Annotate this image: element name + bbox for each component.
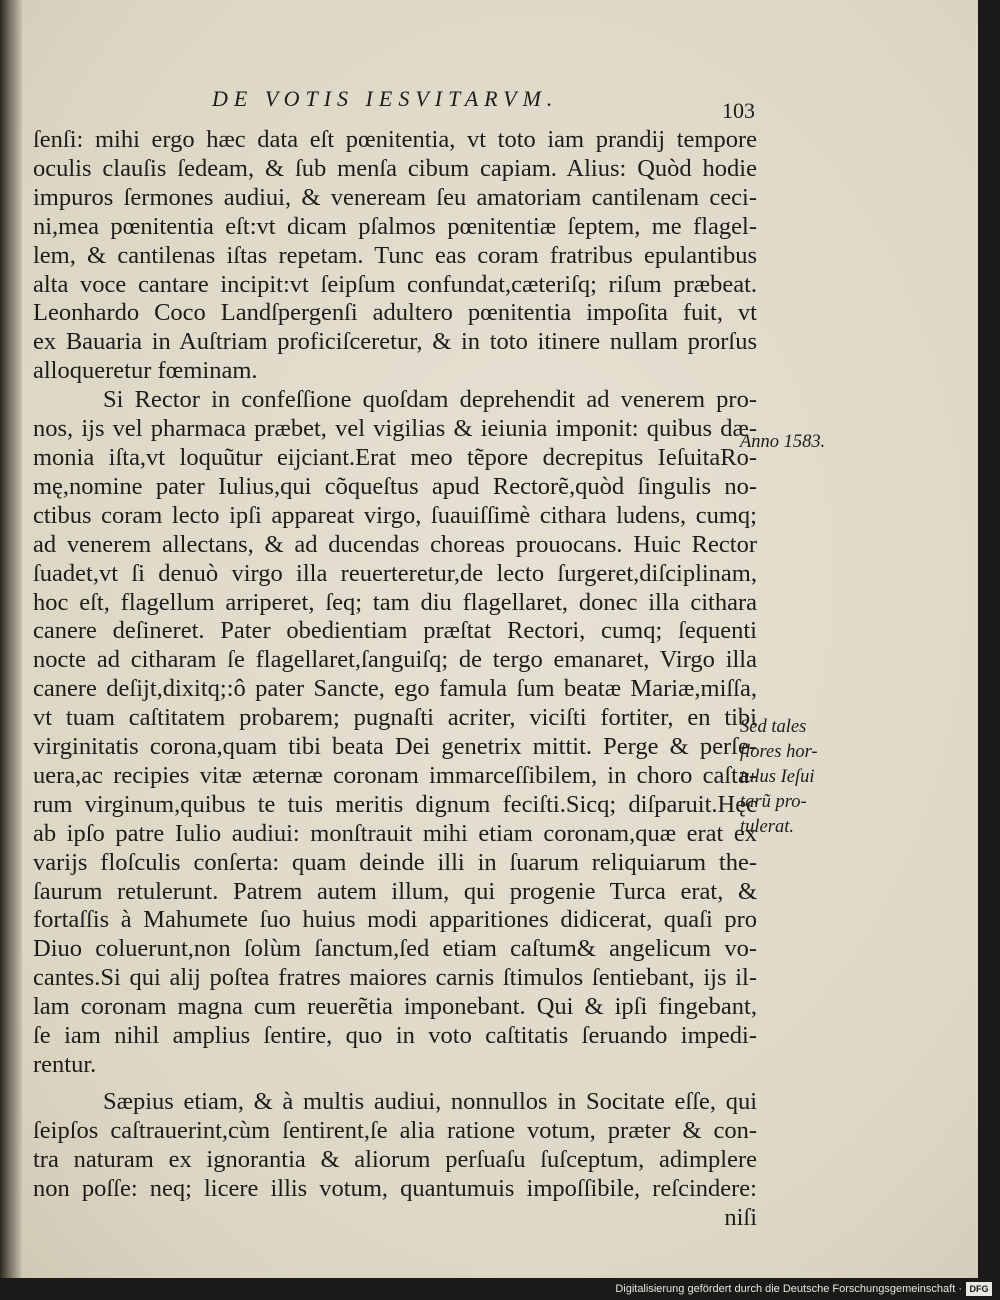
running-head: DE VOTIS IESVITARVM. xyxy=(212,86,559,111)
text-line: ſaurum retulerunt. Patrem autem illum, qui progenie Turca erat, & xyxy=(33,877,757,905)
text-line: canere deſijt,dixitq;:ô pater Sancte, ego famula ſum beatæ Mariæ,miſſa, xyxy=(33,675,757,703)
text-line: impuros ſermones audiui, & veneream ſeu amatoriam cantilenam ceci- xyxy=(33,183,757,211)
margin-note-line: tulerat. xyxy=(740,817,794,837)
text-line: rum virginum,quibus te tuis meritis dignum feciſti.Sicq; diſparuit.Hęc xyxy=(33,790,757,818)
text-line: Leonhardo Coco Landſpergenſi adultero pœnitentia impoſita fuit, vt xyxy=(33,299,757,327)
digitization-credit: Digitalisierung gefördert durch die Deutsche Forschungsgemeinschaft · xyxy=(615,1283,962,1295)
text-line: rentur. xyxy=(33,1051,97,1078)
body-text xyxy=(33,126,757,1232)
text-line: cantes.Si qui alij poſtea fratres maiores carnis ſtimulos ſentiebant, ijs il- xyxy=(33,964,757,992)
text-line: lem, & cantilenas iſtas repetam. Tunc eas coram fratribus epulantibus xyxy=(33,241,757,269)
text-line: alta voce cantare incipit:vt ſeipſum confundat,cæteriſq; riſum præbeat. xyxy=(33,270,757,298)
page-number: 103 xyxy=(722,98,755,123)
book-spine-shadow xyxy=(0,0,22,1278)
text-line: ab ipſo patre Iulio audiui: monſtrauit mihi etiam coronam,quæ erat ex xyxy=(33,819,757,847)
text-line: Sæpius etiam, & à multis audiui, nonnullos in Socitate eſſe, qui xyxy=(103,1087,757,1115)
margin-note-line: Sed tales xyxy=(740,717,807,737)
text-line: alloqueretur fœminam. xyxy=(33,357,258,385)
margin-note-year: Anno 1583. xyxy=(740,432,826,452)
text-line: tra naturam ex ignorantia & aliorum perſuaſu ſuſceptum, adimplere xyxy=(33,1145,757,1173)
text-line: ad venerem allectans, & ad ducendas choreas prouocans. Huic Rector xyxy=(33,530,757,558)
text-line: ctibus coram lecto ipſi appareat virgo, ſuauiſſimè cithara ludens, cumq; xyxy=(33,501,757,529)
text-line: ſe iam nihil amplius ſentire, quo in voto caſtitatis ſeruando impedi- xyxy=(33,1022,757,1050)
text-line: varijs floſculis conſerta: quam deinde illi in ſuarum reliquiarum the- xyxy=(33,848,757,876)
text-line: nocte ad citharam ſe flagellaret,ſanguiſq; de tergo emanaret, Virgo illa xyxy=(33,646,757,674)
text-line: hoc eſt, flagellum arriperet, ſeq; tam diu flagellaret, donec illa cithara xyxy=(33,588,757,616)
text-line: ſenſi: mihi ergo hæc data eſt pœnitentia, vt toto iam prandij tempore xyxy=(33,126,757,153)
margin-note-line: flores hor- xyxy=(740,742,818,762)
text-line: monia iſta,vt loquũtur eijciant.Erat meo tẽpore decrepitus IeſuitaRo- xyxy=(33,443,757,471)
text-line: mę,nomine pater Iulius,qui cõqueſtus apud Rectorẽ,quòd ſingulis no- xyxy=(33,472,757,500)
text-line: canere deſineret. Pater obedientiam præſtat Rectori, cumq; ſequenti xyxy=(33,617,757,645)
margin-spacer xyxy=(740,455,850,715)
text-line: ſuadet,vt ſi denuò virgo illa reuerteretur,de lecto ſurgeret,diſciplinam, xyxy=(33,559,757,587)
catchword: niſi xyxy=(724,1203,757,1231)
margin-note-line: tarũ pro- xyxy=(740,792,807,812)
text-line: virginitatis corona,quam tibi beata Dei genetrix mittit. Perge & perſe- xyxy=(33,733,757,761)
text-line: nos, ijs vel pharmaca præbet, vel vigilias & ieiunia imponit: quibus dæ- xyxy=(33,415,757,443)
text-line: Diuo coluerunt,non ſolùm ſanctum,ſed etiam caſtum& angelicum vo- xyxy=(33,935,757,963)
text-line: ſeipſos caſtrauerint,cùm ſentirent,ſe alia ratione votum, præter & con- xyxy=(33,1116,757,1144)
text-line: ex Bauaria in Auſtriam proficiſceretur, & in toto itinere nullam prorſus xyxy=(33,328,757,356)
text-line: ni,mea pœnitentia eſt:vt dicam pſalmos pœnitentiæ ſeptem, me flagel- xyxy=(33,212,757,240)
text-line: lam coronam magna cum reuerẽtia imponebant. Qui & ipſi fingebant, xyxy=(33,993,757,1021)
margin-notes xyxy=(740,430,850,840)
dfg-logo: DFG xyxy=(966,1282,992,1296)
text-line: vt tuam caſtitatem probarem; pugnaſti acriter, viciſti fortiter, en tibi xyxy=(33,704,757,732)
text-line: uera,ac recipies vitæ æternæ coronam immarceſſibilem, in choro caſta- xyxy=(33,761,757,789)
text-line: oculis clauſis ſedeam, & ſub menſa cibum capiam. Alius: Quòd hodie xyxy=(33,154,757,182)
text-line: non poſſe: neq; licere illis votum, quantumuis impoſſibile, reſcindere: xyxy=(33,1174,757,1202)
text-line: fortaſſis à Mahumete ſuo huius modi apparitiones didicerat, quaſi pro xyxy=(33,906,757,934)
text-line: Si Rector in confeſſione quoſdam deprehendit ad venerem pro- xyxy=(103,386,757,414)
margin-note-line: tulus Ieſui xyxy=(740,767,815,787)
